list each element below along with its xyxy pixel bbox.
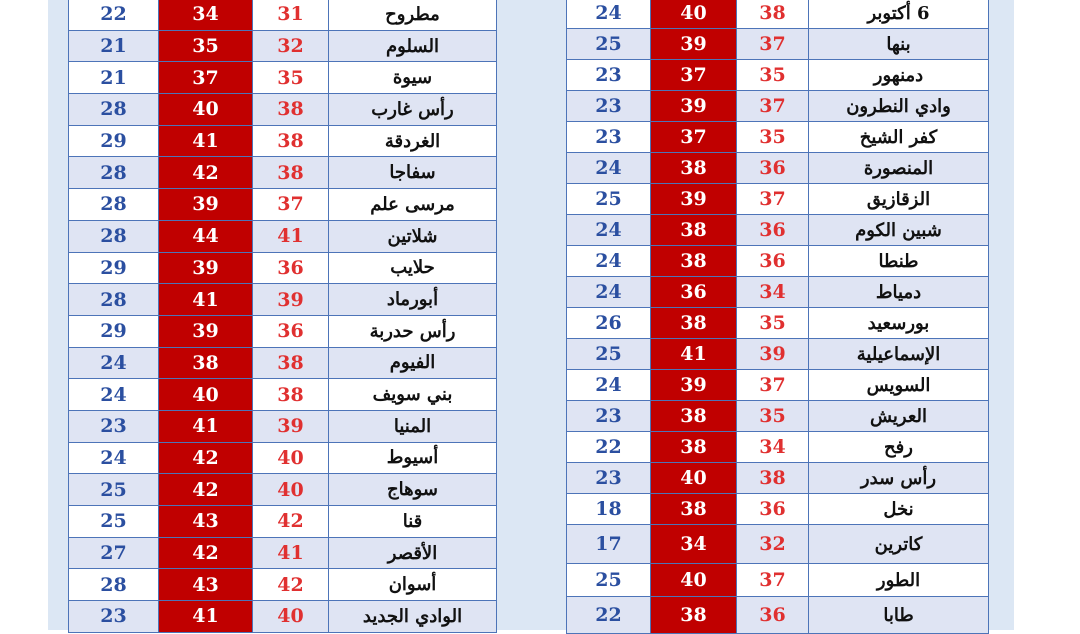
previous-temperature-cell: 36 xyxy=(253,315,329,347)
previous-temperature-cell: 41 xyxy=(253,537,329,569)
min-temperature-cell: 23 xyxy=(567,401,651,432)
min-temperature-cell: 23 xyxy=(567,91,651,122)
table-row xyxy=(567,525,989,564)
city-name-cell: رأس حدربة xyxy=(329,315,497,347)
previous-temperature-cell: 37 xyxy=(737,564,809,597)
city-name-cell: نخل xyxy=(809,494,989,525)
min-temperature-cell: 29 xyxy=(69,125,159,157)
table-row xyxy=(69,189,497,221)
max-temperature-cell: 40 xyxy=(159,94,253,126)
city-name-cell: 6 أكتوبر xyxy=(809,0,989,29)
min-temperature-cell: 29 xyxy=(69,315,159,347)
previous-temperature-cell: 35 xyxy=(737,401,809,432)
table-row xyxy=(567,432,989,463)
table-row xyxy=(69,474,497,506)
previous-temperature-cell: 40 xyxy=(253,474,329,506)
max-temperature-cell: 39 xyxy=(651,29,737,60)
min-temperature-cell: 25 xyxy=(567,339,651,370)
city-name-cell: سيوة xyxy=(329,62,497,94)
left-temperature-table xyxy=(68,0,497,633)
max-temperature-cell: 40 xyxy=(651,0,737,29)
table-row xyxy=(567,60,989,91)
min-temperature-cell: 29 xyxy=(69,252,159,284)
previous-temperature-cell: 36 xyxy=(737,153,809,184)
table-row xyxy=(567,215,989,246)
min-temperature-cell: 25 xyxy=(567,184,651,215)
previous-temperature-cell: 39 xyxy=(253,284,329,316)
min-temperature-cell: 21 xyxy=(69,62,159,94)
previous-temperature-cell: 34 xyxy=(737,277,809,308)
table-row xyxy=(567,494,989,525)
table-row xyxy=(567,246,989,277)
max-temperature-cell: 37 xyxy=(159,62,253,94)
city-name-cell: رأس غارب xyxy=(329,94,497,126)
max-temperature-cell: 38 xyxy=(651,308,737,339)
previous-temperature-cell: 39 xyxy=(253,410,329,442)
city-name-cell: طابا xyxy=(809,597,989,634)
min-temperature-cell: 22 xyxy=(69,0,159,30)
city-name-cell: دمنهور xyxy=(809,60,989,91)
min-temperature-cell: 28 xyxy=(69,94,159,126)
max-temperature-cell: 38 xyxy=(159,347,253,379)
previous-temperature-cell: 35 xyxy=(737,308,809,339)
min-temperature-cell: 25 xyxy=(69,474,159,506)
max-temperature-cell: 34 xyxy=(159,0,253,30)
table-row xyxy=(69,315,497,347)
city-name-cell: شلاتين xyxy=(329,220,497,252)
min-temperature-cell: 23 xyxy=(567,122,651,153)
previous-temperature-cell: 36 xyxy=(737,597,809,634)
min-temperature-cell: 26 xyxy=(567,308,651,339)
min-temperature-cell: 24 xyxy=(567,153,651,184)
min-temperature-cell: 25 xyxy=(567,564,651,597)
max-temperature-cell: 39 xyxy=(159,252,253,284)
table-row xyxy=(69,601,497,633)
max-temperature-cell: 41 xyxy=(159,410,253,442)
max-temperature-cell: 36 xyxy=(651,277,737,308)
table-row xyxy=(69,157,497,189)
min-temperature-cell: 23 xyxy=(567,463,651,494)
city-name-cell: أبورماد xyxy=(329,284,497,316)
min-temperature-cell: 23 xyxy=(69,410,159,442)
table-row xyxy=(567,0,989,29)
previous-temperature-cell: 40 xyxy=(253,442,329,474)
table-row xyxy=(567,91,989,122)
min-temperature-cell: 24 xyxy=(69,442,159,474)
table-row xyxy=(69,252,497,284)
city-name-cell: شبين الكوم xyxy=(809,215,989,246)
table-row xyxy=(567,463,989,494)
previous-temperature-cell: 38 xyxy=(253,157,329,189)
table-row xyxy=(567,29,989,60)
max-temperature-cell: 37 xyxy=(651,60,737,91)
max-temperature-cell: 43 xyxy=(159,569,253,601)
max-temperature-cell: 40 xyxy=(159,379,253,411)
previous-temperature-cell: 38 xyxy=(253,379,329,411)
min-temperature-cell: 24 xyxy=(567,215,651,246)
city-name-cell: الغردقة xyxy=(329,125,497,157)
max-temperature-cell: 34 xyxy=(651,525,737,564)
min-temperature-cell: 24 xyxy=(69,379,159,411)
city-name-cell: الفيوم xyxy=(329,347,497,379)
previous-temperature-cell: 38 xyxy=(737,463,809,494)
max-temperature-cell: 38 xyxy=(651,401,737,432)
table-row xyxy=(69,410,497,442)
city-name-cell: بورسعيد xyxy=(809,308,989,339)
max-temperature-cell: 38 xyxy=(651,153,737,184)
max-temperature-cell: 38 xyxy=(651,494,737,525)
previous-temperature-cell: 38 xyxy=(253,347,329,379)
city-name-cell: وادي النطرون xyxy=(809,91,989,122)
min-temperature-cell: 22 xyxy=(567,597,651,634)
table-row xyxy=(69,125,497,157)
min-temperature-cell: 24 xyxy=(567,370,651,401)
max-temperature-cell: 42 xyxy=(159,474,253,506)
previous-temperature-cell: 36 xyxy=(737,246,809,277)
max-temperature-cell: 41 xyxy=(159,284,253,316)
city-name-cell: الوادي الجديد xyxy=(329,601,497,633)
previous-temperature-cell: 36 xyxy=(253,252,329,284)
city-name-cell: أسيوط xyxy=(329,442,497,474)
table-row xyxy=(69,220,497,252)
previous-temperature-cell: 32 xyxy=(737,525,809,564)
table-row xyxy=(567,370,989,401)
max-temperature-cell: 42 xyxy=(159,442,253,474)
min-temperature-cell: 22 xyxy=(567,432,651,463)
city-name-cell: سوهاج xyxy=(329,474,497,506)
city-name-cell: دمياط xyxy=(809,277,989,308)
table-row xyxy=(567,277,989,308)
city-name-cell: رأس سدر xyxy=(809,463,989,494)
previous-temperature-cell: 40 xyxy=(253,601,329,633)
previous-temperature-cell: 37 xyxy=(737,184,809,215)
previous-temperature-cell: 37 xyxy=(253,189,329,221)
min-temperature-cell: 23 xyxy=(69,601,159,633)
city-name-cell: كفر الشيخ xyxy=(809,122,989,153)
city-name-cell: السويس xyxy=(809,370,989,401)
max-temperature-cell: 44 xyxy=(159,220,253,252)
max-temperature-cell: 41 xyxy=(159,125,253,157)
city-name-cell: مرسى علم xyxy=(329,189,497,221)
previous-temperature-cell: 38 xyxy=(253,94,329,126)
city-name-cell: سفاجا xyxy=(329,157,497,189)
table-row xyxy=(567,308,989,339)
table-row xyxy=(567,339,989,370)
min-temperature-cell: 28 xyxy=(69,220,159,252)
previous-temperature-cell: 35 xyxy=(253,62,329,94)
city-name-cell: رفح xyxy=(809,432,989,463)
city-name-cell: كاترين xyxy=(809,525,989,564)
city-name-cell: الأقصر xyxy=(329,537,497,569)
city-name-cell: العريش xyxy=(809,401,989,432)
table-row xyxy=(69,506,497,538)
city-name-cell: طنطا xyxy=(809,246,989,277)
max-temperature-cell: 39 xyxy=(651,91,737,122)
previous-temperature-cell: 35 xyxy=(737,122,809,153)
previous-temperature-cell: 39 xyxy=(737,339,809,370)
max-temperature-cell: 42 xyxy=(159,537,253,569)
table-row xyxy=(69,569,497,601)
city-name-cell: الإسماعيلية xyxy=(809,339,989,370)
max-temperature-cell: 37 xyxy=(651,122,737,153)
table-row xyxy=(69,379,497,411)
min-temperature-cell: 24 xyxy=(567,0,651,29)
previous-temperature-cell: 42 xyxy=(253,569,329,601)
min-temperature-cell: 24 xyxy=(69,347,159,379)
min-temperature-cell: 24 xyxy=(567,277,651,308)
min-temperature-cell: 21 xyxy=(69,30,159,62)
city-name-cell: بنها xyxy=(809,29,989,60)
table-row xyxy=(69,0,497,30)
table-row xyxy=(567,597,989,634)
min-temperature-cell: 17 xyxy=(567,525,651,564)
max-temperature-cell: 41 xyxy=(651,339,737,370)
max-temperature-cell: 38 xyxy=(651,246,737,277)
min-temperature-cell: 27 xyxy=(69,537,159,569)
min-temperature-cell: 28 xyxy=(69,569,159,601)
previous-temperature-cell: 35 xyxy=(737,60,809,91)
min-temperature-cell: 28 xyxy=(69,284,159,316)
previous-temperature-cell: 36 xyxy=(737,494,809,525)
city-name-cell: الزقازيق xyxy=(809,184,989,215)
table-row xyxy=(69,537,497,569)
table-row xyxy=(69,30,497,62)
previous-temperature-cell: 37 xyxy=(737,370,809,401)
city-name-cell: السلوم xyxy=(329,30,497,62)
min-temperature-cell: 28 xyxy=(69,189,159,221)
city-name-cell: بني سويف xyxy=(329,379,497,411)
max-temperature-cell: 35 xyxy=(159,30,253,62)
previous-temperature-cell: 41 xyxy=(253,220,329,252)
city-name-cell: الطور xyxy=(809,564,989,597)
max-temperature-cell: 39 xyxy=(159,189,253,221)
right-temperature-table xyxy=(566,0,989,634)
previous-temperature-cell: 34 xyxy=(737,432,809,463)
min-temperature-cell: 24 xyxy=(567,246,651,277)
min-temperature-cell: 28 xyxy=(69,157,159,189)
previous-temperature-cell: 36 xyxy=(737,215,809,246)
city-name-cell: حلايب xyxy=(329,252,497,284)
city-name-cell: أسوان xyxy=(329,569,497,601)
max-temperature-cell: 43 xyxy=(159,506,253,538)
previous-temperature-cell: 38 xyxy=(737,0,809,29)
max-temperature-cell: 39 xyxy=(651,370,737,401)
table-row xyxy=(567,184,989,215)
max-temperature-cell: 38 xyxy=(651,597,737,634)
city-name-cell: قنا xyxy=(329,506,497,538)
table-row xyxy=(69,442,497,474)
table-row xyxy=(567,401,989,432)
previous-temperature-cell: 31 xyxy=(253,0,329,30)
max-temperature-cell: 40 xyxy=(651,463,737,494)
table-row xyxy=(567,122,989,153)
min-temperature-cell: 18 xyxy=(567,494,651,525)
max-temperature-cell: 39 xyxy=(159,315,253,347)
city-name-cell: المنصورة xyxy=(809,153,989,184)
previous-temperature-cell: 37 xyxy=(737,91,809,122)
city-name-cell: المنيا xyxy=(329,410,497,442)
min-temperature-cell: 23 xyxy=(567,60,651,91)
table-row xyxy=(69,347,497,379)
table-row xyxy=(567,153,989,184)
max-temperature-cell: 39 xyxy=(651,184,737,215)
previous-temperature-cell: 38 xyxy=(253,125,329,157)
max-temperature-cell: 38 xyxy=(651,432,737,463)
max-temperature-cell: 38 xyxy=(651,215,737,246)
previous-temperature-cell: 42 xyxy=(253,506,329,538)
previous-temperature-cell: 32 xyxy=(253,30,329,62)
table-row xyxy=(567,564,989,597)
max-temperature-cell: 40 xyxy=(651,564,737,597)
max-temperature-cell: 42 xyxy=(159,157,253,189)
table-row xyxy=(69,62,497,94)
table-row xyxy=(69,94,497,126)
table-row xyxy=(69,284,497,316)
max-temperature-cell: 41 xyxy=(159,601,253,633)
city-name-cell: مطروح xyxy=(329,0,497,30)
previous-temperature-cell: 37 xyxy=(737,29,809,60)
min-temperature-cell: 25 xyxy=(69,506,159,538)
min-temperature-cell: 25 xyxy=(567,29,651,60)
